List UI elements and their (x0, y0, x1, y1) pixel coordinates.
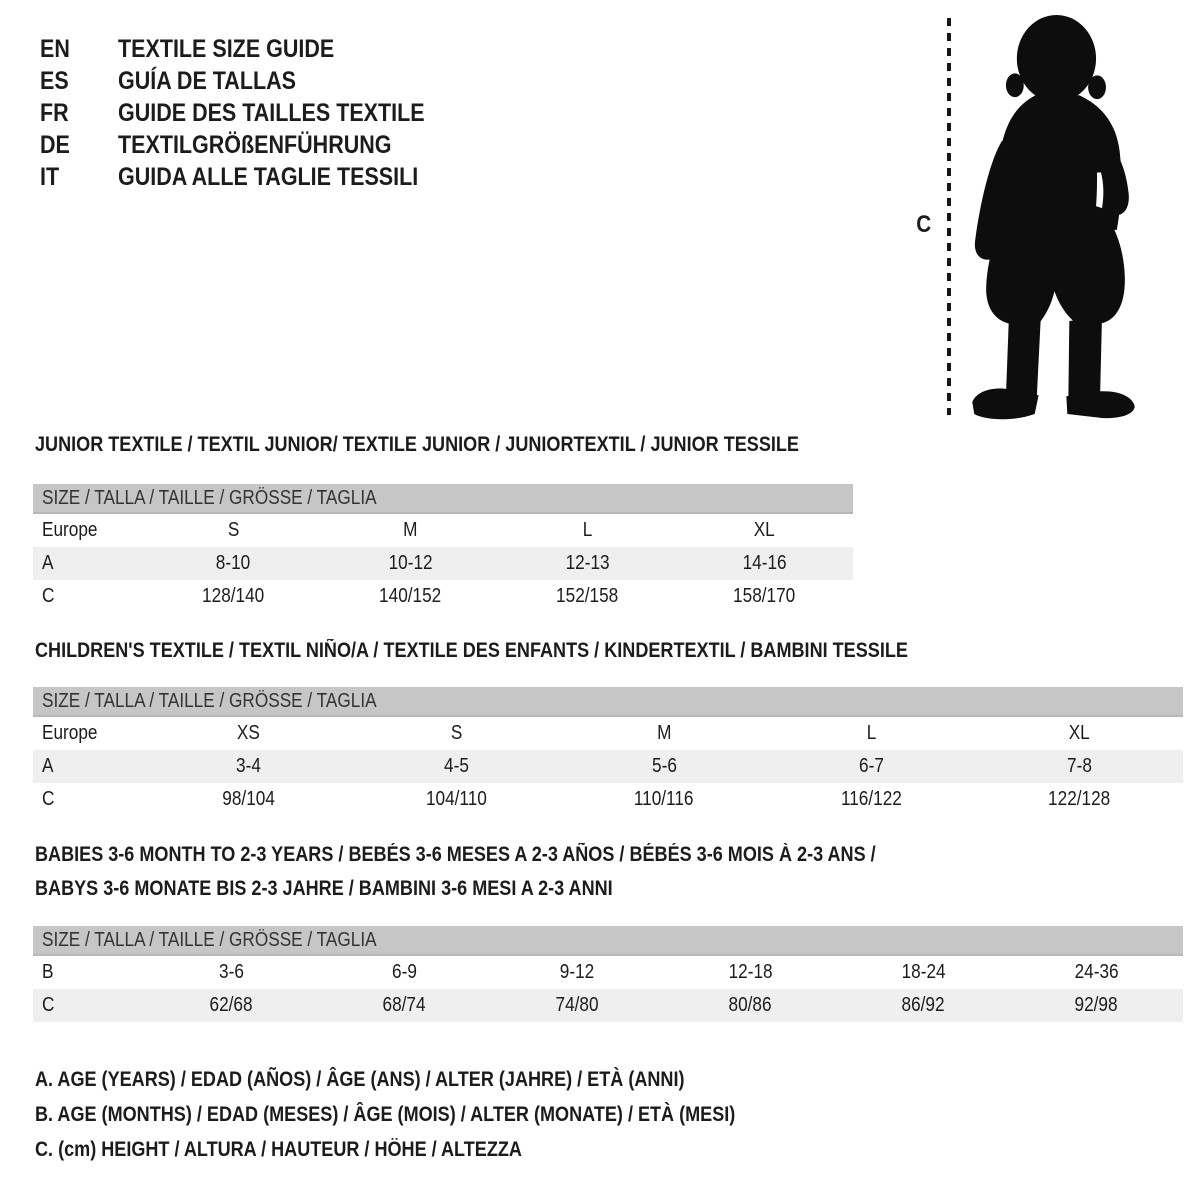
size-header-cell: SIZE / TALLA / TAILLE / GRÖSSE / TAGLIA (33, 687, 1183, 716)
size-cell: 116/122 (841, 788, 903, 810)
language-title: TEXTILGRÖßENFÜHRUNG (118, 130, 392, 159)
language-title: GUIDA ALLE TAGLIE TESSILI (118, 162, 419, 191)
row-label-cell: Europe (42, 519, 98, 541)
language-title: TEXTILE SIZE GUIDE (118, 34, 335, 63)
section-title-line: BABYS 3-6 MONATE BIS 2-3 JAHRE / BAMBINI 3-6 MESI A 2-3 ANNI (35, 877, 613, 900)
language-row (40, 33, 475, 65)
size-cell: 4-5 (353, 750, 561, 783)
size-cell: 122/128 (1048, 788, 1111, 810)
size-cell: 8-10 (145, 547, 322, 580)
table-row (33, 989, 1183, 1022)
language-code: FR (40, 98, 69, 127)
size-cell: S (450, 722, 463, 744)
size-cell: 24-36 (1074, 961, 1119, 983)
size-cell: 74/80 (491, 989, 664, 1022)
size-table-babies (33, 926, 1183, 1022)
section-title-junior: JUNIOR TEXTILE / TEXTIL JUNIOR/ TEXTILE JUNIOR / JUNIORTEXTIL / JUNIOR TESSILE (35, 433, 799, 456)
size-cell: 140/152 (379, 585, 442, 607)
size-cell: XS (237, 722, 261, 744)
size-cell: M (403, 519, 418, 541)
size-cell: 128/140 (202, 585, 265, 607)
language-title: GUIDE DES TAILLES TEXTILE (118, 98, 425, 127)
size-cell: 6-7 (768, 750, 976, 783)
size-cell: 10-12 (322, 547, 499, 580)
row-label-cell: A (33, 547, 145, 580)
footnote-b: B. AGE (MONTHS) / EDAD (MESES) / ÂGE (MOIS) / ALTER (MONATE) / ETÀ (MESI) (35, 1103, 736, 1126)
size-cell: 12-13 (499, 547, 676, 580)
table-row (33, 716, 1183, 750)
language-row (40, 129, 475, 161)
row-label-cell: C (42, 788, 55, 810)
language-title: GUÍA DE TALLAS (118, 66, 296, 95)
size-header-cell: SIZE / TALLA / TAILLE / GRÖSSE / TAGLIA (33, 926, 1183, 955)
language-row (40, 65, 475, 97)
table-row (33, 580, 853, 613)
size-cell: L (866, 722, 877, 744)
language-code: ES (40, 66, 69, 95)
size-cell: 18-24 (901, 961, 946, 983)
size-cell: M (656, 722, 672, 744)
row-label-cell: A (33, 750, 145, 783)
table-row (33, 547, 853, 580)
footnote-legend (35, 1062, 849, 1167)
table-row (33, 513, 853, 547)
size-cell: 68/74 (318, 989, 491, 1022)
size-table-junior (33, 484, 853, 613)
footnote-a: A. AGE (YEARS) / EDAD (AÑOS) / ÂGE (ANS) / ALTER (JAHRE) / ETÀ (ANNI) (35, 1068, 685, 1091)
size-cell: 5-6 (560, 750, 768, 783)
size-cell: 7-8 (975, 750, 1183, 783)
size-cell: 86/92 (837, 989, 1010, 1022)
size-cell: S (227, 519, 240, 541)
table-row (33, 783, 1183, 816)
section-title-babies (35, 838, 1013, 906)
language-row (40, 97, 475, 129)
size-cell: 158/170 (733, 585, 796, 607)
section-title-children: CHILDREN'S TEXTILE / TEXTIL NIÑO/A / TEXTILE DES ENFANTS / KINDERTEXTIL / BAMBINI TESSILE (35, 639, 908, 662)
size-cell: 104/110 (425, 788, 487, 810)
size-cell: 92/98 (1010, 989, 1183, 1022)
size-header-cell: SIZE / TALLA / TAILLE / GRÖSSE / TAGLIA (33, 484, 853, 513)
size-cell: 110/116 (634, 788, 694, 810)
size-cell: 62/68 (145, 989, 318, 1022)
size-header-row (33, 484, 853, 513)
height-measure-label: C (916, 211, 932, 238)
row-label-cell: Europe (42, 722, 98, 744)
size-cell: 6-9 (392, 961, 417, 983)
row-label-cell: C (33, 989, 145, 1022)
size-cell: 12-18 (728, 961, 773, 983)
row-label-cell: B (42, 961, 54, 983)
language-row (40, 161, 475, 193)
size-cell: 152/158 (556, 585, 619, 607)
footnote-c: C. (cm) HEIGHT / ALTURA / HAUTEUR / HÖHE / ALTEZZA (35, 1138, 522, 1161)
size-cell: 3-6 (219, 961, 244, 983)
language-code: EN (40, 34, 70, 63)
section-title-line: BABIES 3-6 MONTH TO 2-3 YEARS / BEBÉS 3-6 MESES A 2-3 AÑOS / BÉBÉS 3-6 MOIS À 2-3 ANS / (35, 843, 876, 866)
language-code: IT (40, 162, 60, 191)
size-cell: 14-16 (676, 547, 853, 580)
language-code: DE (40, 130, 70, 159)
size-cell: XL (753, 519, 776, 541)
size-cell: 9-12 (560, 961, 595, 983)
size-header-row (33, 926, 1183, 955)
toddler-silhouette-icon (963, 14, 1139, 420)
size-cell: 98/104 (222, 788, 276, 810)
height-measure-dashed-line (947, 18, 951, 415)
row-label-cell: C (42, 585, 55, 607)
size-cell: 3-4 (145, 750, 353, 783)
table-row (33, 750, 1183, 783)
language-title-list (40, 33, 475, 193)
size-table-children (33, 687, 1183, 816)
size-cell: XL (1068, 722, 1090, 744)
table-row (33, 955, 1183, 989)
size-cell: L (582, 519, 593, 541)
size-cell: 80/86 (664, 989, 837, 1022)
size-header-row (33, 687, 1183, 716)
